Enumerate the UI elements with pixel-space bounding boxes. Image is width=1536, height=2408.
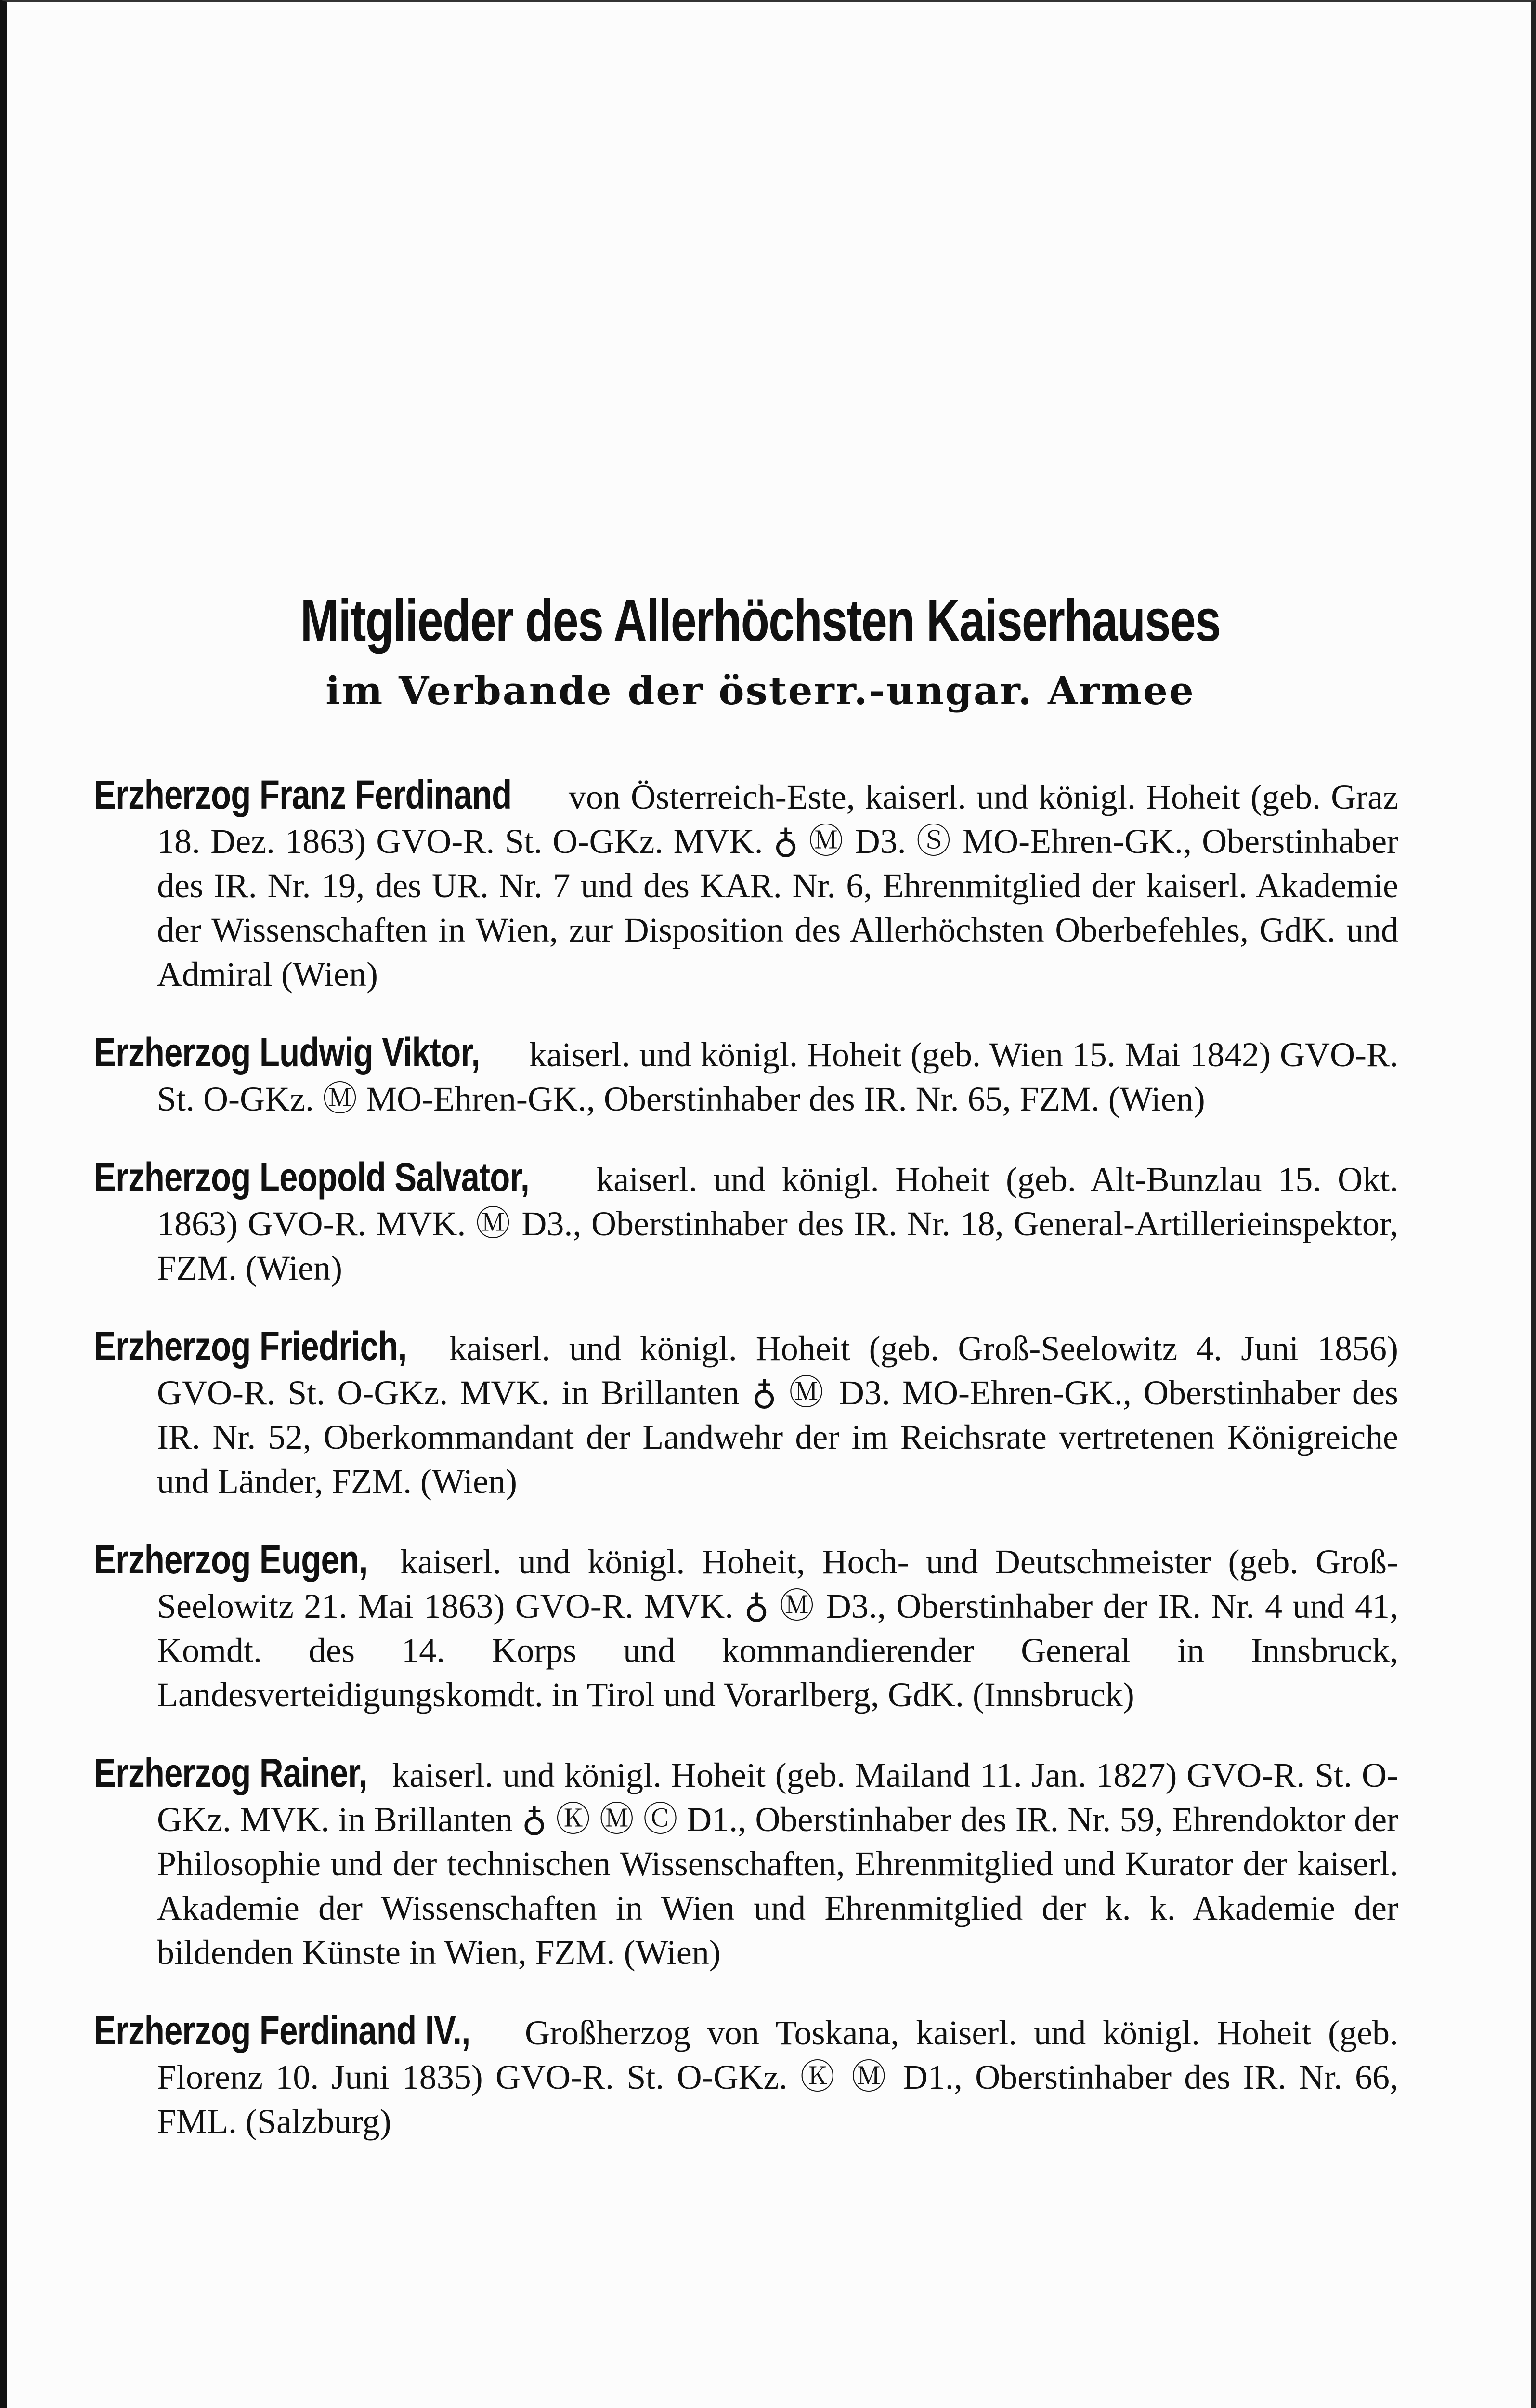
page-content — [93, 585, 1399, 2177]
entry-text: Großherzog von Toskana, kaiserl. und königl. Hoheit (geb. Florenz 10. Juni 1835) GVO-R. St. O-GKz. Ⓚ Ⓜ D1., Oberstinhaber des IR. Nr. 66, FML. (Salzburg) — [157, 2014, 1398, 2141]
entry-franz-ferdinand — [93, 772, 1399, 996]
entry-text: kaiserl. und königl. Hoheit, Hoch- und Deutschmeister (geb. Groß-Seelowitz 21. Mai 1863) GVO-R. MVK. ♁ Ⓜ D3., Oberstinhaber der IR. Nr. 4 und 41, Komdt. des 14. Korps und kommandierender General in Innsbruck, Landesverteidigungskomdt. in Tirol und Vorarlberg, GdK. (Innsbruck) — [157, 1543, 1398, 1714]
entry-eugen — [93, 1537, 1398, 1717]
entry-text: kaiserl. und königl. Hoheit (geb. Alt-Bunzlau 15. Okt. 1863) GVO-R. MVK. Ⓜ D3., Oberstinhaber des IR. Nr. 18, General-Artillerieinspektor, FZM. (Wien) — [157, 1160, 1398, 1287]
entry-name: Erzherzog Rainer, — [93, 1750, 367, 1795]
entry-name: Erzherzog Friedrich, — [93, 1323, 407, 1369]
entry-text: von Österreich-Este, kaiserl. und königl. Hoheit (geb. Graz 18. Dez. 1863) GVO-R. St. O-GKz. MVK. ♁ Ⓜ D3. Ⓢ MO-Ehren-GK., Oberstinhaber des IR. Nr. 19, des UR. Nr. 7 und des KAR. Nr. 6, Ehrenmitglied der kaiserl. Akademie der Wissenschaften in Wien, zur Disposition des Allerhöchsten Oberbefehles, GdK. und Admiral (Wien) — [157, 778, 1399, 994]
entry-friedrich — [93, 1323, 1398, 1504]
page-subtitle: im Verbande der österr.-ungar. Armee — [325, 668, 1195, 713]
entry-name: Erzherzog Ludwig Viktor, — [93, 1030, 480, 1075]
entry-text: kaiserl. und königl. Hoheit (geb. Mailand 11. Jan. 1827) GVO-R. St. O-GKz. MVK. in Brillanten ♁ Ⓚ Ⓜ Ⓒ D1., Oberstinhaber des IR. Nr. 59, Ehrendoktor der Philosophie und der technischen Wissenschaften, Ehrenmitglied und Kurator der kaiserl. Akademie der Wissenschaften in Wien und Ehrenmitglied der k. k. Akademie der bildenden Künste in Wien, FZM. (Wien) — [157, 1756, 1398, 1972]
entry-name: Erzherzog Franz Ferdinand — [93, 772, 512, 817]
entry-text: kaiserl. und königl. Hoheit (geb. Wien 15. Mai 1842) GVO-R. St. O-GKz. Ⓜ MO-Ehren-GK., Oberstinhaber des IR. Nr. 65, FZM. (Wien) — [157, 1035, 1398, 1118]
entry-name: Erzherzog Ferdinand IV., — [93, 2008, 470, 2053]
entry-ludwig-viktor — [93, 1030, 1398, 1121]
entry-text: kaiserl. und königl. Hoheit (geb. Groß-Seelowitz 4. Juni 1856) GVO-R. St. O-GKz. MVK. in Brillanten ♁ Ⓜ D3. MO-Ehren-GK., Oberstinhaber des IR. Nr. 52, Oberkommandant der Landwehr der im Reichsrate vertretenen Königreiche und Länder, FZM. (Wien) — [157, 1329, 1398, 1501]
entry-leopold-salvator — [93, 1154, 1398, 1290]
entry-name: Erzherzog Eugen, — [93, 1537, 368, 1582]
entry-ferdinand-iv — [93, 2008, 1398, 2144]
page-title: Mitglieder des Allerhöchsten Kaiserhauses — [300, 588, 1221, 654]
entry-name: Erzherzog Leopold Salvator, — [93, 1154, 530, 1200]
entry-rainer — [93, 1750, 1398, 1975]
